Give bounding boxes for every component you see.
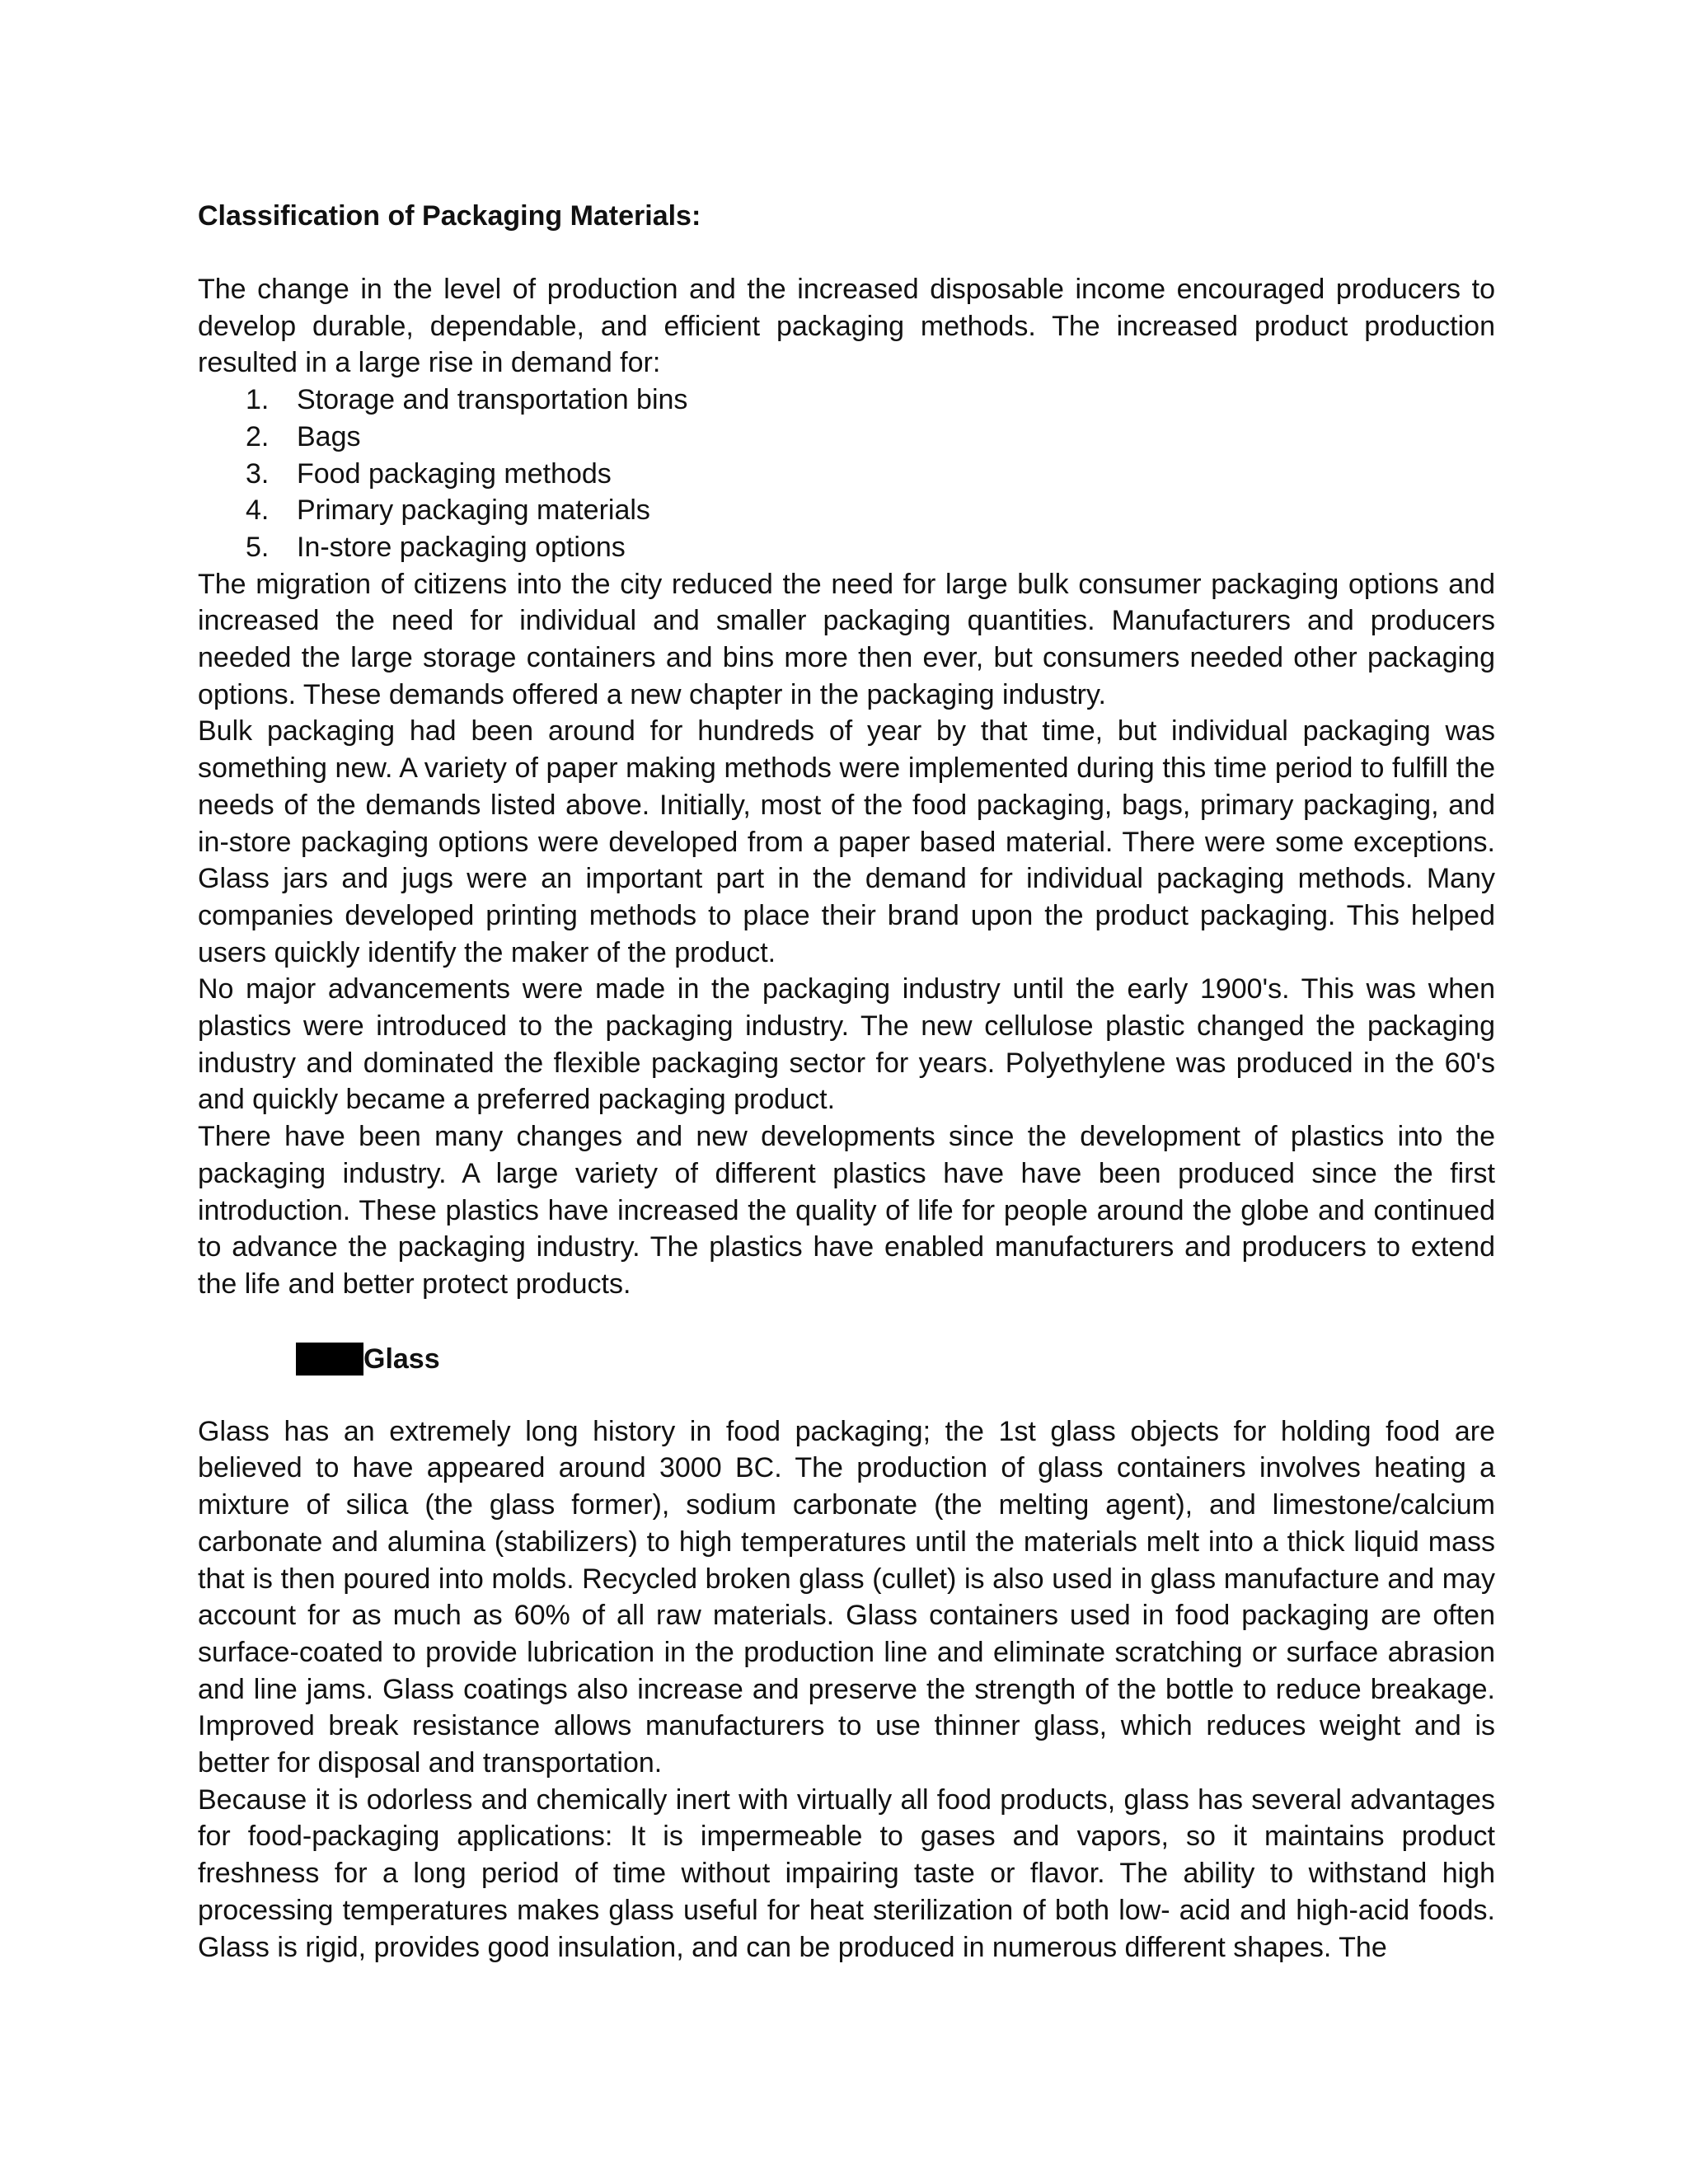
glass-paragraph: Glass has an extremely long history in food packaging; the 1st glass objects for holding food are believed to have appeared around 3000 BC. The production of glass containers involves heating a mixture of silica (the glass former), sodium carbonate (the melting agent), and limestone/calcium carbonate and alumina (stabilizers) to high temperatures until the materials melt into a thick liquid mass that is then poured into molds. Recycled broken glass (cullet) is also used in glass manufacture and may account for as much as 60% of all raw materials. Glass containers used in food packaging are often surface-coated to provide lubrication in the production line and eliminate scratching or surface abrasion and line jams. Glass coatings also increase and preserve the strength of the bottle to reduce breakage. Improved break resistance allows manufacturers to use thinner glass, which reduces weight and is better for disposal and transportation. (198, 1415, 1495, 1779)
list-number: 2. (246, 420, 270, 452)
page-heading: Classification of Packaging Materials: (198, 200, 701, 232)
section-heading-glass (296, 1341, 1495, 1377)
list-text: Primary packaging materials (297, 494, 650, 527)
section-title: Glass (363, 1343, 440, 1375)
list-number: 1. (246, 384, 270, 416)
list-number: 5. (246, 531, 270, 563)
list-text: In-store packaging options (297, 531, 626, 563)
body-paragraph: Bulk packaging had been around for hundreds of year by that time, but individual packaging was something new. A variety of paper making methods were implemented during this time period to fulfill the needs of the demands listed above. Initially, most of the food packaging, bags, primary packaging, and in-store packaging options were developed from a paper based material. There were some exceptions. Glass jars and jugs were an important part in the demand for individual packaging methods. Many companies developed printing methods to place their brand upon the product packaging. This helped users quickly identify the maker of the product. (198, 715, 1495, 968)
list-item (198, 382, 1495, 419)
body-paragraph: There have been many changes and new developments since the development of plastics into the packaging industry. A large variety of different plastics have have been produced since the first introduction. These plastics have increased the quality of life for people around the globe and continued to advance the packaging industry. The plastics have enabled manufacturers and producers to extend the life and better protect products. (198, 1121, 1495, 1300)
list-item (198, 492, 1495, 529)
list-item (198, 529, 1495, 566)
list-text: Storage and transportation bins (297, 384, 688, 416)
body-paragraph: No major advancements were made in the packaging industry until the early 1900's. This was when plastics were introduced to the packaging industry. The new cellulose plastic changed the packaging industry and dominated the flexible packaging sector for years. Polyethylene was produced in the 60's and quickly became a preferred packaging product. (198, 973, 1495, 1116)
list-number: 4. (246, 494, 270, 527)
list-number: 3. (246, 457, 270, 490)
body-paragraph: The migration of citizens into the city reduced the need for large bulk consumer packaging options and increased the need for individual and smaller packaging quantities. Manufacturers and producers needed the large storage containers and bins more then ever, but consumers needed other packaging options. These demands offered a new chapter in the packaging industry. (198, 568, 1495, 710)
list-item (198, 456, 1495, 493)
list-item (198, 419, 1495, 456)
demand-list (198, 382, 1495, 566)
list-text: Bags (297, 420, 361, 452)
glass-paragraph: Because it is odorless and chemically inert with virtually all food products, glass has several advantages for food-packaging applications: It is impermeable to gases and vapors, so it maintains product freshness for a long period of time without impairing taste or flavor. The ability to withstand high processing temperatures makes glass useful for heat sterilization of both low- acid and high-acid foods. Glass is rigid, provides good insulation, and can be produced in numerous different shapes. The (198, 1783, 1495, 1963)
document-page (198, 198, 1495, 1966)
intro-paragraph: The change in the level of production and the increased disposable income encouraged producers to develop durable, dependable, and efficient packaging methods. The increased product production resulted in a large rise in demand for: (198, 274, 1495, 379)
redaction-box (296, 1343, 363, 1376)
list-text: Food packaging methods (297, 457, 612, 490)
